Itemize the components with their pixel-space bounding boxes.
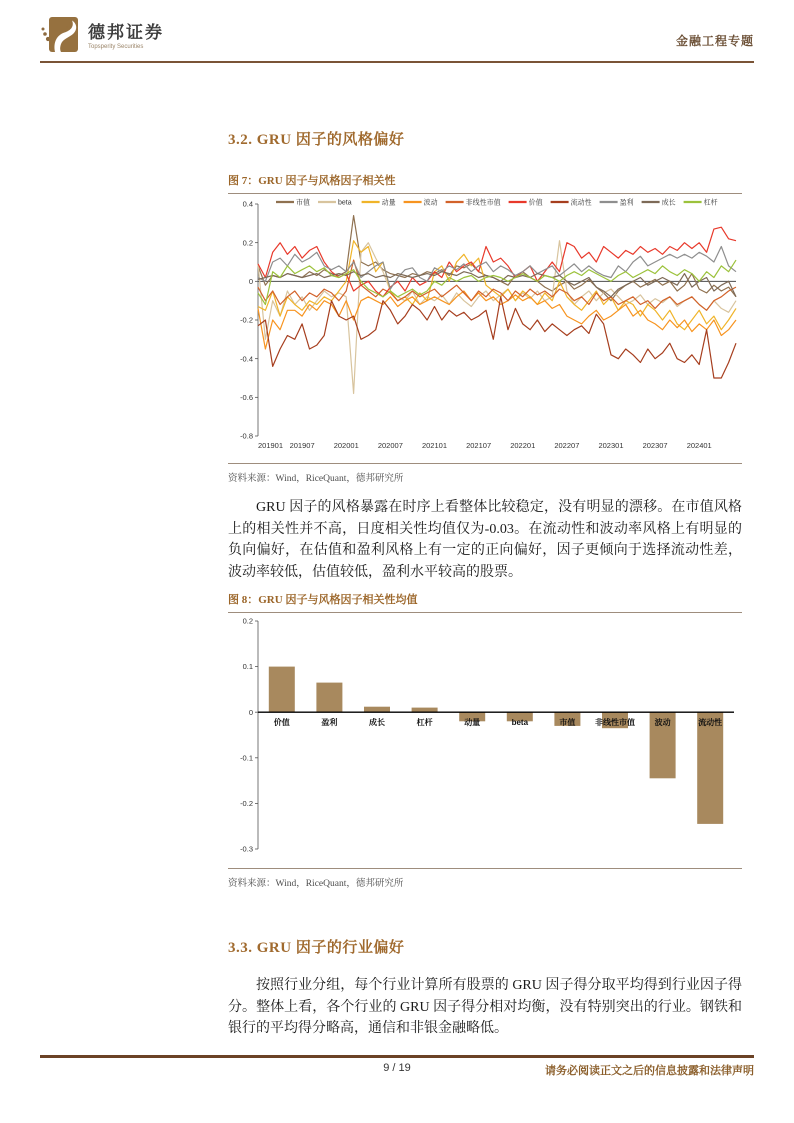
svg-text:杠杆: 杠杆 bbox=[416, 718, 433, 728]
svg-text:201907: 201907 bbox=[289, 441, 315, 450]
paragraph-style-analysis: GRU 因子的风格暴露在时序上看整体比较稳定，没有明显的漂移。在市值风格上的相关性并不高，日度相关性均值仅为-0.03。在流动性和波动率风格上有明显的负向偏好，在估值和盈利风格上有一定的正向偏好，因子更倾向于选择流动性差，波动率较低，估值较低，盈利水平较高的股票。 bbox=[228, 500, 742, 580]
svg-text:成长: 成长 bbox=[369, 718, 385, 728]
brand-text bbox=[88, 18, 164, 50]
svg-text:价值: 价值 bbox=[528, 199, 543, 207]
report-category-label: 金融工程专题 bbox=[675, 34, 754, 48]
svg-text:202207: 202207 bbox=[554, 441, 580, 450]
svg-text:-0.4: -0.4 bbox=[240, 354, 253, 364]
figure-8-source: 资料来源：Wind，RiceQuant，德邦研究所 bbox=[228, 879, 404, 889]
svg-text:0.2: 0.2 bbox=[242, 616, 253, 626]
figure-7-caption: 图 7：GRU 因子与风格因子相关性 bbox=[228, 175, 396, 187]
figure-8-caption: 图 8：GRU 因子与风格因子相关性均值 bbox=[228, 594, 418, 606]
svg-text:流动性: 流动性 bbox=[570, 199, 592, 207]
svg-text:0.1: 0.1 bbox=[242, 662, 253, 672]
svg-text:202001: 202001 bbox=[333, 441, 359, 450]
svg-text:-0.8: -0.8 bbox=[240, 431, 253, 441]
brand-logo bbox=[40, 14, 164, 61]
svg-text:202401: 202401 bbox=[686, 441, 712, 450]
svg-text:盈利: 盈利 bbox=[619, 199, 634, 207]
header-divider bbox=[40, 61, 754, 63]
svg-text:-0.1: -0.1 bbox=[240, 753, 253, 763]
style-correlation-line-chart bbox=[228, 194, 742, 463]
style-correlation-bar-chart bbox=[228, 613, 742, 868]
svg-text:市值: 市值 bbox=[296, 199, 310, 207]
leopard-logo-icon bbox=[40, 14, 80, 61]
svg-text:市值: 市值 bbox=[559, 718, 576, 728]
svg-text:杠杆: 杠杆 bbox=[703, 199, 718, 207]
svg-text:202101: 202101 bbox=[421, 441, 448, 450]
svg-text:动量: 动量 bbox=[464, 718, 481, 728]
svg-text:-0.6: -0.6 bbox=[240, 392, 253, 402]
svg-text:-0.3: -0.3 bbox=[240, 844, 253, 854]
svg-text:-0.2: -0.2 bbox=[240, 799, 253, 808]
svg-text:价值: 价值 bbox=[273, 718, 290, 728]
svg-text:202301: 202301 bbox=[598, 441, 624, 450]
brand-name-en: Topsperity Securities bbox=[88, 44, 144, 50]
page-number: 9 / 19 bbox=[383, 1062, 411, 1074]
footer bbox=[40, 1062, 754, 1078]
svg-text:beta: beta bbox=[338, 199, 352, 207]
svg-text:非线性市值: 非线性市值 bbox=[465, 199, 501, 207]
svg-text:动量: 动量 bbox=[381, 199, 396, 207]
svg-text:流动性: 流动性 bbox=[698, 718, 723, 728]
paragraph-industry-analysis: 按照行业分组，每个行业计算所有股票的 GRU 因子得分取平均得到行业因子得分。整体上看，各个行业的 GRU 因子得分相对均衡，没有特别突出的行业。钢铁和银行的平均得分略高，通信和非银金融略低。 bbox=[228, 978, 742, 1036]
figure-7-source: 资料来源：Wind，RiceQuant，德邦研究所 bbox=[228, 474, 404, 484]
svg-text:0: 0 bbox=[248, 276, 253, 286]
figure-8 bbox=[228, 591, 742, 889]
footer-disclaimer: 请务必阅读正文之后的信息披露和法律声明 bbox=[545, 1065, 754, 1077]
svg-text:成长: 成长 bbox=[661, 199, 676, 207]
svg-text:beta: beta bbox=[511, 718, 529, 728]
svg-text:非线性市值: 非线性市值 bbox=[595, 718, 635, 728]
svg-text:-0.2: -0.2 bbox=[240, 315, 253, 325]
svg-text:202107: 202107 bbox=[466, 441, 492, 450]
brand-name-cn: 德邦证券 bbox=[88, 23, 164, 42]
svg-text:0.2: 0.2 bbox=[242, 238, 253, 248]
svg-text:波动: 波动 bbox=[654, 718, 671, 728]
section-3-3-title: 3.3. GRU 因子的行业偏好 bbox=[228, 940, 405, 956]
svg-text:202007: 202007 bbox=[377, 441, 403, 450]
footer-divider bbox=[40, 1055, 754, 1058]
svg-text:0.4: 0.4 bbox=[242, 199, 253, 209]
svg-text:波动: 波动 bbox=[423, 199, 438, 207]
svg-text:盈利: 盈利 bbox=[321, 718, 338, 728]
svg-text:201901: 201901 bbox=[258, 441, 284, 450]
section-3-2-title: 3.2. GRU 因子的风格偏好 bbox=[228, 132, 405, 148]
svg-text:202201: 202201 bbox=[510, 441, 536, 450]
svg-text:0: 0 bbox=[248, 707, 253, 717]
svg-text:202307: 202307 bbox=[642, 441, 668, 450]
figure-7 bbox=[228, 172, 742, 484]
